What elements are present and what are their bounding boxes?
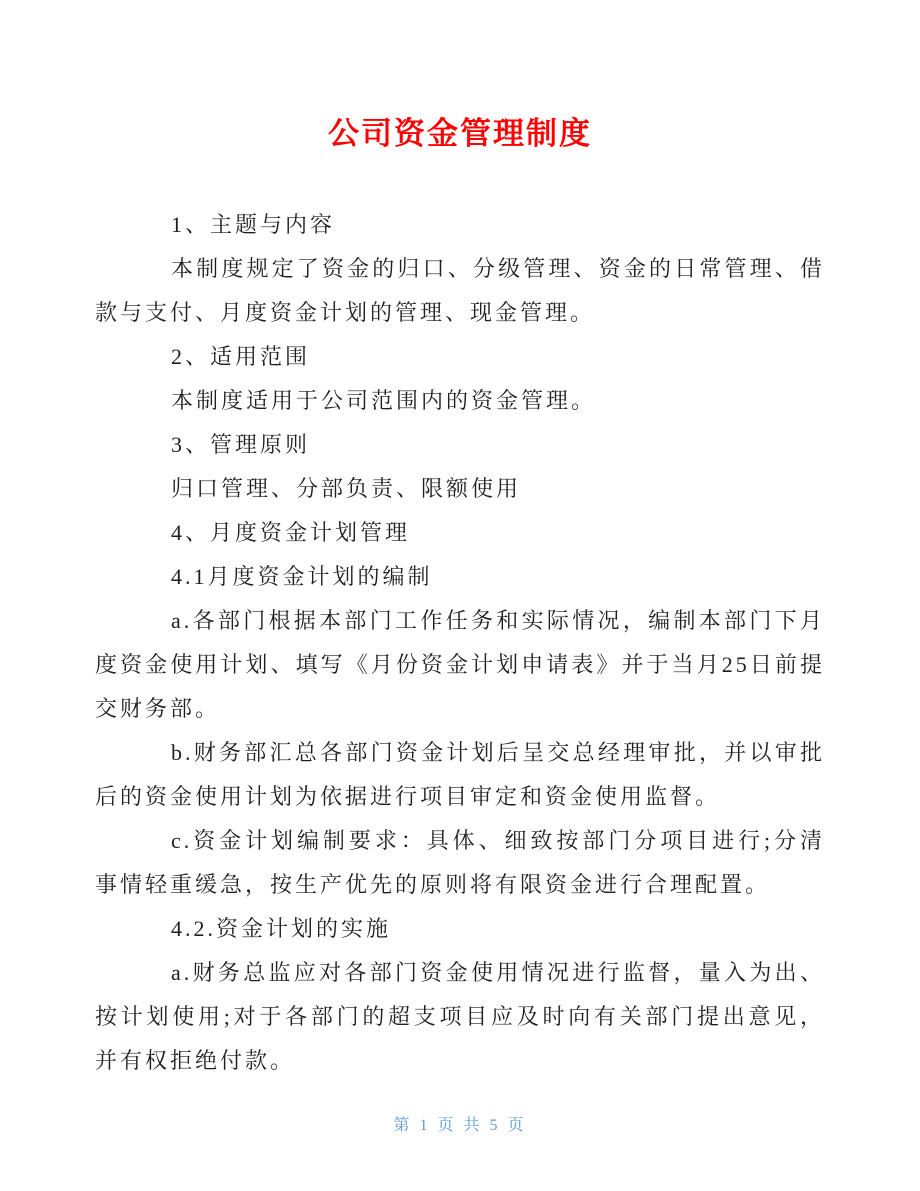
- section-heading-3: 3、管理原则: [171, 432, 311, 457]
- paragraph-scope-content: 本制度规定了资金的归口、分级管理、资金的日常管理、借款与支付、月度资金计划的管理、现金管理。: [95, 256, 825, 325]
- paragraph-4-2-a: a.财务总监应对各部门资金使用情况进行监督，量入为出、按计划使用;对于各部门的超支项目应及时向有关部门提出意见，并有权拒绝付款。: [95, 960, 825, 1073]
- paragraph-4-1-c: c.资金计划编制要求：具体、细致按部门分项目进行;分清事情轻重缓急，按生产优先的原则将有限资金进行合理配置。: [95, 828, 825, 897]
- subsection-heading-4-2: 4.2.资金计划的实施: [171, 916, 392, 941]
- section-heading-1: 1、主题与内容: [171, 212, 336, 237]
- paragraph-applicability: 本制度适用于公司范围内的资金管理。: [171, 388, 597, 413]
- paragraph-principles: 归口管理、分部负责、限额使用: [171, 476, 522, 501]
- document-body: [95, 203, 825, 1083]
- paragraph-4-1-b: b.财务部汇总各部门资金计划后呈交总经理审批，并以审批后的资金使用计划为依据进行项目审定和资金使用监督。: [95, 740, 825, 809]
- subsection-heading-4-1: 4.1月度资金计划的编制: [171, 564, 433, 589]
- section-heading-2: 2、适用范围: [171, 344, 311, 369]
- paragraph-4-1-a: a.各部门根据本部门工作任务和实际情况，编制本部门下月度资金使用计划、填写《月份资金计划申请表》并于当月25日前提交财务部。: [95, 608, 825, 721]
- document-title: 公司资金管理制度: [328, 116, 592, 151]
- page-number-footer: 第 1 页 共 5 页: [393, 1117, 527, 1134]
- section-heading-4: 4、月度资金计划管理: [171, 520, 411, 545]
